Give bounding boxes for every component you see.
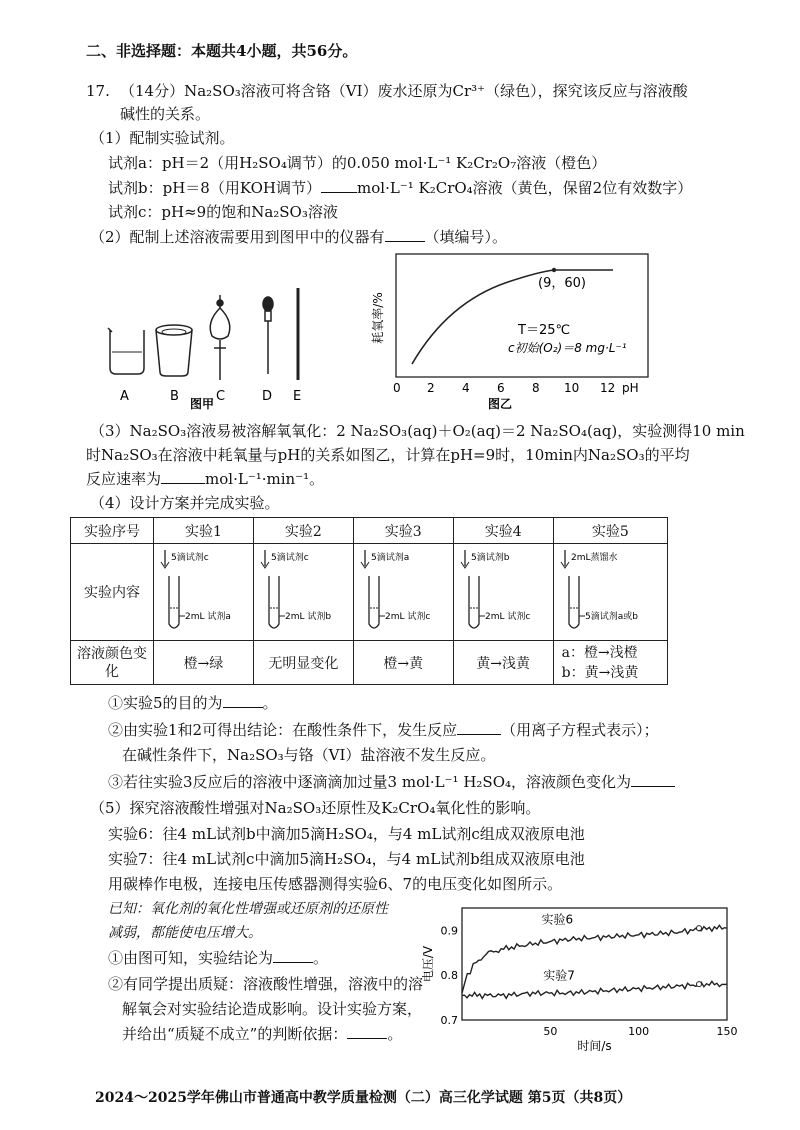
- part3-line3: [86, 468, 324, 490]
- beaker-icon: [108, 328, 144, 374]
- series-end-marker: [697, 982, 702, 987]
- separatory-funnel-icon: [210, 295, 230, 380]
- test-tube-icon: [455, 544, 551, 636]
- test-tube-icon: [155, 544, 251, 636]
- tube-label: 2mL 试剂b: [285, 612, 332, 622]
- exp-cell-5: [553, 544, 667, 641]
- voltage-chart: [420, 900, 740, 1055]
- fig-yi-caption: 图乙: [488, 397, 513, 411]
- answer-blank-1[interactable]: [321, 178, 357, 193]
- ylabel-yi: 耗氧率/%: [371, 292, 385, 344]
- x-tick-label: 50: [543, 1025, 558, 1038]
- bowl-icon: [156, 325, 192, 376]
- q5-1-pre: ①由图可知，实验结论为: [108, 949, 274, 967]
- q5-2-line2: 解氧会对实验结论造成影响。设计实验方案，: [122, 1000, 423, 1018]
- xlabel-yi: pH: [622, 381, 639, 395]
- header-cell: 实验4: [453, 518, 553, 544]
- q4-3-text: ③若往实验3反应后的溶液中逐滴滴加过量3 mol·L⁻¹ H₂SO₄，溶液颜色变化为: [108, 773, 632, 791]
- reagent-b-post: mol·L⁻¹ K₂CrO₄溶液（黄色，保留2位有效数字）: [357, 179, 693, 197]
- point-label: (9，60): [538, 276, 586, 291]
- series-label: 实验7: [543, 968, 575, 983]
- label-e: E: [293, 389, 302, 404]
- point-marker: [552, 268, 556, 272]
- x-tick-label: 150: [716, 1025, 738, 1038]
- tube-label: 5滴试剂a或b: [585, 612, 639, 622]
- test-tube-icon: [355, 544, 451, 636]
- q4-1-post: 。: [262, 694, 278, 712]
- reagent-a: 试剂a：pH＝2（用H₂SO₄调节）的0.050 mol·L⁻¹ K₂Cr₂O₇溶液（橙色）: [108, 154, 607, 172]
- drop-label: 2mL蒸馏水: [571, 553, 618, 563]
- q17-number: 17.: [86, 82, 110, 100]
- tube-label: 2mL 试剂c: [385, 612, 431, 622]
- q5-1: [108, 947, 328, 969]
- answer-blank-7[interactable]: [273, 948, 313, 963]
- experiment-table: [70, 517, 668, 685]
- voltage-ylabel: 电压/V: [421, 945, 435, 983]
- q5-2-line1: ②有同学提出质疑：溶液酸性增强，溶液中的溶: [108, 975, 424, 993]
- exp-cell-1: [154, 544, 254, 641]
- label-a: A: [120, 389, 129, 404]
- tick-2: 2: [427, 381, 435, 395]
- header-cell: 实验2: [253, 518, 353, 544]
- header-cell: 实验序号: [71, 518, 154, 544]
- header-cell: 实验1: [154, 518, 254, 544]
- label-d: D: [262, 389, 273, 404]
- drop-label: 5滴试剂c: [271, 553, 310, 563]
- color-5b: b：黄→浅黄: [561, 664, 639, 681]
- answer-blank-2[interactable]: [385, 227, 425, 242]
- header-cell: 实验3: [353, 518, 453, 544]
- figure-yi: [368, 252, 658, 412]
- table-header-row: [71, 518, 668, 544]
- q4-2-pre: ②由实验1和2可得出结论：在酸性条件下，发生反应: [108, 721, 458, 739]
- exp-cell-2: [253, 544, 353, 641]
- exp6-text: 实验6：往4 mL试剂b中滴加5滴H₂SO₄，与4 mL试剂c组成双液原电池: [108, 825, 585, 843]
- dropper-icon: [263, 297, 273, 374]
- conc-label: c初始(O₂)＝8 mg·L⁻¹: [508, 341, 627, 355]
- test-tube-icon: [555, 544, 665, 636]
- q5-1-post: 。: [313, 949, 329, 967]
- x-ticks-yi: [393, 381, 615, 395]
- tick-8: 8: [532, 381, 540, 395]
- part1-title: （1）配制实验试剂。: [90, 129, 235, 147]
- answer-blank-5[interactable]: [457, 720, 501, 735]
- page-footer: 2024～2025学年佛山市普通高中教学质量检测（二）高三化学试题 第5页（共8页）: [95, 1090, 632, 1106]
- answer-blank-8[interactable]: [347, 1024, 387, 1039]
- figure-jia: [100, 280, 320, 415]
- color-cell: 无明显变化: [253, 641, 353, 685]
- part5-title: （5）探究溶液酸性增强对Na₂SO₃还原性及K₂CrO₄氧化性的影响。: [90, 799, 541, 817]
- label-b: B: [170, 389, 179, 404]
- part3-pre: 反应速率为: [86, 470, 162, 488]
- y-tick-label: 0.8: [440, 969, 458, 983]
- section-title: 二、非选择题：本题共4小题，共56分。: [86, 42, 358, 60]
- part3-line1: （3）Na₂SO₃溶液易被溶解氧氧化：2 Na₂SO₃(aq)＋O₂(aq)＝2 Na₂SO₄(aq)，实验测得10 min: [90, 422, 745, 440]
- exp-note: 用碳棒作电极，连接电压传感器测得实验6、7的电压变化如图所示。: [108, 875, 563, 893]
- tick-0: 0: [393, 381, 401, 395]
- tick-4: 4: [462, 381, 470, 395]
- fig-jia-caption: 图甲: [190, 397, 215, 411]
- series-end-marker: [697, 926, 702, 931]
- table-content-row: [71, 544, 668, 641]
- reagent-b: [108, 177, 692, 199]
- q5-2-line3: [122, 1023, 402, 1045]
- color-cell-5: [553, 641, 667, 685]
- answer-blank-6[interactable]: [631, 772, 675, 787]
- answer-blank-3[interactable]: [161, 469, 205, 484]
- part4-title: （4）设计方案并完成实验。: [90, 494, 280, 512]
- q4-1: [108, 692, 278, 714]
- q17-intro-line2: 碱性的关系。: [120, 105, 211, 123]
- test-tube-icon: [255, 544, 351, 636]
- part2-pre: （2）配制上述溶液需要用到图甲中的仪器有: [90, 228, 385, 246]
- exp-cell-3: [353, 544, 453, 641]
- temp-label: T＝25℃: [518, 323, 571, 338]
- tick-6: 6: [497, 381, 505, 395]
- q5-2-pre: 并给出“质疑不成立”的判断依据：: [122, 1025, 348, 1043]
- label-c: C: [216, 389, 226, 404]
- q4-1-pre: ①实验5的目的为: [108, 694, 223, 712]
- known-line2: 减弱，都能使电压增大。: [108, 925, 262, 941]
- part2: [90, 226, 507, 248]
- color-cell: 橙→绿: [154, 641, 254, 685]
- voltage-chart-frame: [462, 908, 727, 1020]
- tick-12: 12: [600, 381, 616, 395]
- reagent-c: 试剂c：pH≈9的饱和Na₂SO₃溶液: [108, 203, 338, 221]
- part3-post: mol·L⁻¹·min⁻¹。: [205, 470, 325, 488]
- drop-label: 5滴试剂a: [371, 553, 410, 563]
- part3-line2: 时Na₂SO₃在溶液中耗氧量与pH的关系如图乙，计算在pH=9时，10min内Na₂SO₃的平均: [86, 446, 690, 464]
- q4-2: [108, 719, 659, 741]
- exp-cell-4: [453, 544, 553, 641]
- plot-frame: [396, 254, 648, 377]
- q4-2-post: （用离子方程式表示）；: [501, 721, 659, 739]
- known-line1: 已知：氧化剂的氧化性增强或还原剂的还原性: [108, 901, 388, 917]
- drop-label: 5滴试剂b: [471, 553, 510, 563]
- y-tick-label: 0.7: [440, 1014, 458, 1027]
- row-label: 实验内容: [71, 544, 154, 641]
- q4-2-line2: 在碱性条件下，Na₂SO₃与铬（VI）盐溶液不发生反应。: [122, 746, 496, 764]
- tube-label: 2mL 试剂a: [185, 612, 232, 622]
- reagent-b-pre: 试剂b：pH＝8（用KOH调节）: [108, 179, 322, 197]
- series-line-7: [462, 981, 727, 998]
- voltage-xlabel: 时间/s: [577, 1039, 612, 1053]
- y-tick-label: 0.9: [440, 924, 458, 938]
- q5-2-post: 。: [387, 1025, 403, 1043]
- row-label: 溶液颜色变化: [71, 641, 154, 685]
- header-cell: 实验5: [553, 518, 667, 544]
- q4-3: [108, 771, 675, 793]
- answer-blank-4[interactable]: [223, 693, 263, 708]
- color-cell: 橙→黄: [353, 641, 453, 685]
- exp7-text: 实验7：往4 mL试剂c中滴加5滴H₂SO₄，与4 mL试剂b组成双液原电池: [108, 850, 585, 868]
- part2-post: （填编号）。: [424, 228, 508, 246]
- tube-label: 2mL 试剂c: [485, 612, 531, 622]
- x-tick-label: 100: [628, 1025, 650, 1038]
- tick-10: 10: [564, 381, 580, 395]
- drop-label: 5滴试剂c: [171, 553, 210, 563]
- table-color-row: [71, 641, 668, 685]
- color-cell: 黄→浅黄: [453, 641, 553, 685]
- color-5a: a：橙→浅橙: [561, 644, 638, 661]
- q17-intro-line1: （14分）Na₂SO₃溶液可将含铬（VI）废水还原为Cr³⁺（绿色），探究该反应与溶液酸: [120, 82, 688, 100]
- series-label: 实验6: [541, 912, 574, 927]
